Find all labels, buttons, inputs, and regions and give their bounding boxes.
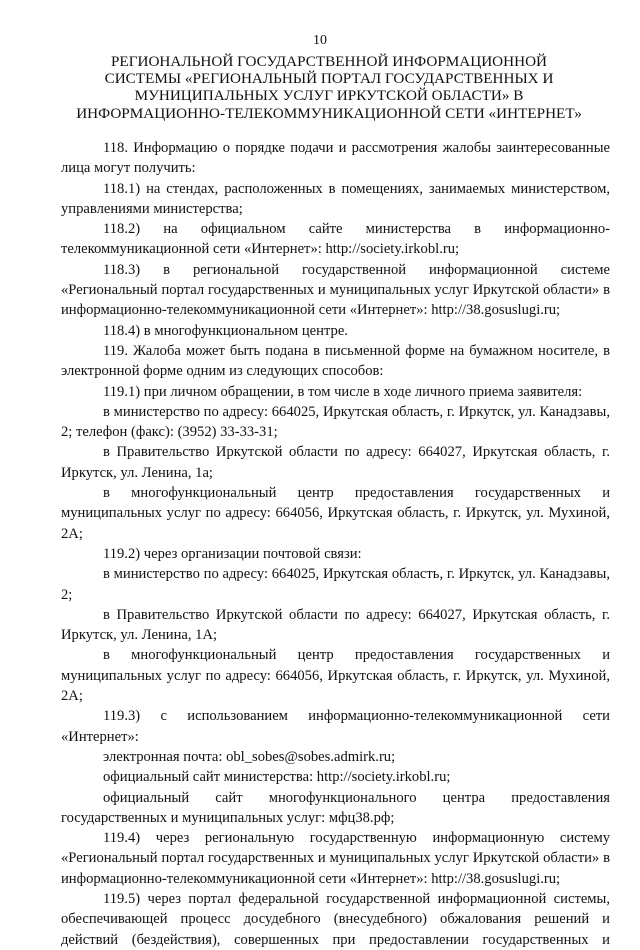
title-line: СИСТЕМЫ «РЕГИОНАЛЬНЫЙ ПОРТАЛ ГОСУДАРСТВЕННЫХ И <box>104 70 554 88</box>
postal-address-mfc: в многофункциональный центр предоставления государственных и муниципальных услуг по адресу: 664056, Иркутская область, г. Иркутск, ул. Мухиной, 2А; <box>61 647 610 705</box>
address-ministry: в министерство по адресу: 664025, Иркутская область, г. Иркутск, ул. Канадзавы, 2; телефон (факс): (3952) 33-33-31; <box>61 403 610 441</box>
address-government: в Правительство Иркутской области по адресу: 664027, Иркутская область, г. Иркутск, ул. Ленина, 1а; <box>61 444 610 481</box>
paragraph-118-3: 118.3) в региональной государственной информационной системе «Региональный портал государственных и муниципальных услуг Иркутской области» в информационно-телекоммуникационной сети «Интернет»: http://38.gosuslugi.ru; <box>61 261 610 319</box>
paragraph-119-4: 119.4) через региональную государственную информационную систему «Региональный портал государственных и муниципальных услуг Иркутской области» в информационно-телекоммуникационной сети «Интернет»: http://38.gosuslugi.ru; <box>61 830 610 887</box>
mfc-site-line: официальный сайт многофункционального центра предоставления государственных и муниципальных услуг: мфц38.рф; <box>61 789 610 826</box>
postal-address-government: в Правительство Иркутской области по адресу: 664027, Иркутская область, г. Иркутск, ул. Ленина, 1А; <box>61 606 610 644</box>
email-line: электронная почта: obl_sobes@sobes.admirk.ru; <box>103 748 396 765</box>
paragraph-119-3: 119.3) с использованием информационно-телекоммуникационной сети «Интернет»: <box>61 708 610 745</box>
title-line: МУНИЦИПАЛЬНЫХ УСЛУГ ИРКУТСКОЙ ОБЛАСТИ» В <box>134 87 524 105</box>
paragraph-118-4: 118.4) в многофункциональном центре. <box>103 322 348 339</box>
paragraph-118-1: 118.1) на стендах, расположенных в помещениях, занимаемых министерством, управлениями министерства; <box>61 180 610 217</box>
section-title <box>40 53 618 122</box>
paragraph-118-2: 118.2) на официальном сайте министерства в информационно-телекоммуникационной сети «Интернет»: http://society.irkobl.ru; <box>61 221 610 258</box>
paragraph-119-2: 119.2) через организации почтовой связи: <box>103 545 362 562</box>
title-line: ИНФОРМАЦИОННО-ТЕЛЕКОММУНИКАЦИОННОЙ СЕТИ «ИНТЕРНЕТ» <box>76 104 582 122</box>
page-number: 10 <box>313 33 327 48</box>
document-body <box>61 138 610 950</box>
title-line: РЕГИОНАЛЬНОЙ ГОСУДАРСТВЕННОЙ ИНФОРМАЦИОННОЙ <box>110 53 548 70</box>
postal-address-ministry: в министерство по адресу: 664025, Иркутская область, г. Иркутск, ул. Канадзавы, 2; <box>61 566 610 603</box>
address-mfc: в многофункциональный центр предоставления государственных и муниципальных услуг по адресу: 664056, Иркутская область, г. Иркутск, ул. Мухиной, 2А; <box>61 485 610 542</box>
paragraph-119-5: 119.5) через портал федеральной государственной информационной системы, обеспечивающей процесс досудебного (внесудебного) обжалования решений и действий (бездействия), совершенных при предоставлении государственных и <box>61 890 610 948</box>
paragraph-119-1: 119.1) при личном обращении, в том числе в ходе личного приема заявителя: <box>103 383 583 400</box>
ministry-site-line: официальный сайт министерства: http://society.irkobl.ru; <box>103 769 451 786</box>
paragraph-119: 119. Жалоба может быть подана в письменной форме на бумажном носителе, в электронной форме одним из следующих способов: <box>61 342 610 380</box>
paragraph-118: 118. Информацию о порядке подачи и рассмотрения жалобы заинтересованные лица могут получить: <box>61 140 610 177</box>
